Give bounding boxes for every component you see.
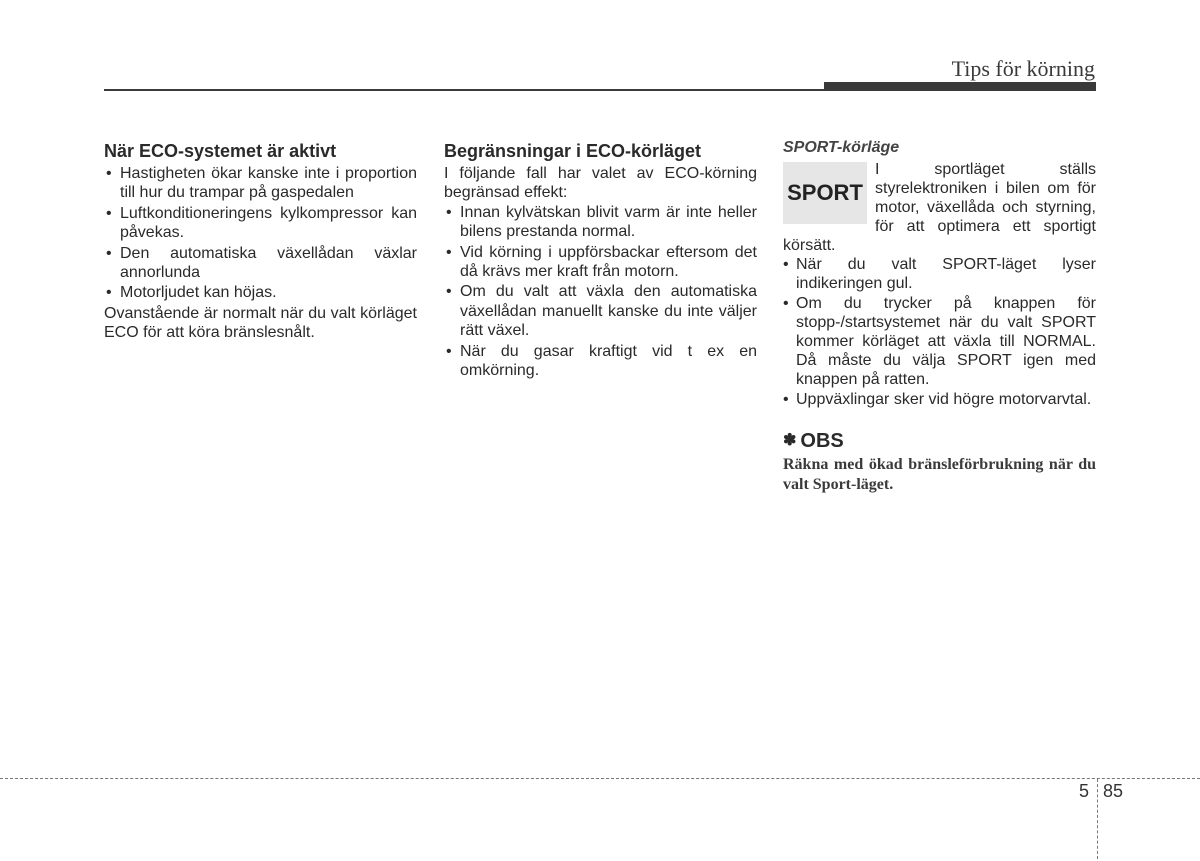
sport-mode-list xyxy=(783,255,1096,409)
eco-limitations-list xyxy=(444,203,757,381)
column-sport-mode xyxy=(783,138,1096,495)
bullet-icon: • xyxy=(783,391,789,408)
list-item: • Innan kylvätskan blivit varm är inte heller bilens prestanda normal. xyxy=(446,203,757,241)
bullet-icon: • xyxy=(106,165,112,182)
list-item: • Luftkonditioneringens kylkompressor kan påvekas. xyxy=(106,204,417,242)
list-item: • Om du valt att växla den automatiska växellådan manuellt kanske du inte väljer rätt växel. xyxy=(446,283,757,340)
column-eco-active xyxy=(104,138,417,343)
eco-active-paragraph: Ovanstående är normalt när du valt körläget ECO för att köra bränslesnålt. xyxy=(104,304,417,342)
bullet-icon: • xyxy=(446,203,452,221)
sport-badge-icon: SPORT xyxy=(783,162,867,224)
page-number: 85 xyxy=(1103,781,1124,801)
page-number-divider xyxy=(1097,779,1098,859)
list-item: • Motorljudet kan höjas. xyxy=(106,284,277,302)
asterisk-icon: ✽ xyxy=(783,432,797,449)
list-item: • När du gasar kraftigt vid t ex en omkörning. xyxy=(446,342,757,380)
page-header-title: Tips för körning xyxy=(951,56,1095,81)
bullet-icon: • xyxy=(783,295,789,312)
list-item: • Hastigheten ökar kanske inte i proportion till hur du trampar på gaspedalen xyxy=(106,165,417,202)
footer-divider xyxy=(0,778,1200,779)
list-item: • Vid körning i uppförsbackar eftersom det då krävs mer kraft från motorn. xyxy=(446,243,757,281)
bullet-icon: • xyxy=(106,244,112,262)
sport-mode-paragraph: I sportläget ställs styrelektroniken i bilen om för motor, växellåda och styrning, för att optimera ett sportigt körsätt. xyxy=(783,161,1096,254)
bullet-icon: • xyxy=(106,284,112,302)
bullet-icon: • xyxy=(446,243,452,261)
list-item: • Den automatiska växellådan växlar annorlunda xyxy=(106,244,417,282)
eco-active-list xyxy=(104,164,417,303)
sport-mode-block xyxy=(783,160,1096,409)
eco-limitations-intro: I följande fall har valet av ECO-körning begränsad effekt: xyxy=(444,165,757,202)
section-heading-eco-active: När ECO-systemet är aktivt xyxy=(104,141,337,161)
sport-mode-subheading: SPORT-körläge xyxy=(783,139,900,156)
list-item: • När du valt SPORT-läget lyser indikeringen gul. xyxy=(783,256,1096,292)
list-item: • Uppväxlingar sker vid högre motorvarvtal. xyxy=(783,391,1092,408)
obs-title: OBS xyxy=(800,430,844,452)
section-heading-eco-limitations: Begränsningar i ECO-körläget xyxy=(444,141,702,161)
bullet-icon: • xyxy=(106,204,112,222)
bullet-icon: • xyxy=(446,342,452,360)
header-rule xyxy=(104,89,1096,91)
obs-heading xyxy=(783,429,1096,453)
obs-note: Räkna med ökad bränsleförbrukning när du valt Sport-läget. xyxy=(783,456,1096,493)
bullet-icon: • xyxy=(446,283,452,301)
chapter-number: 5 xyxy=(1079,781,1090,801)
bullet-icon: • xyxy=(783,256,789,273)
column-eco-limitations xyxy=(444,138,757,381)
list-item: • Om du trycker på knappen för stopp-/startsystemet när du valt SPORT kommer körläget att växla till NORMAL. Då måste du välja SPORT igen med knappen på ratten. xyxy=(783,295,1096,388)
